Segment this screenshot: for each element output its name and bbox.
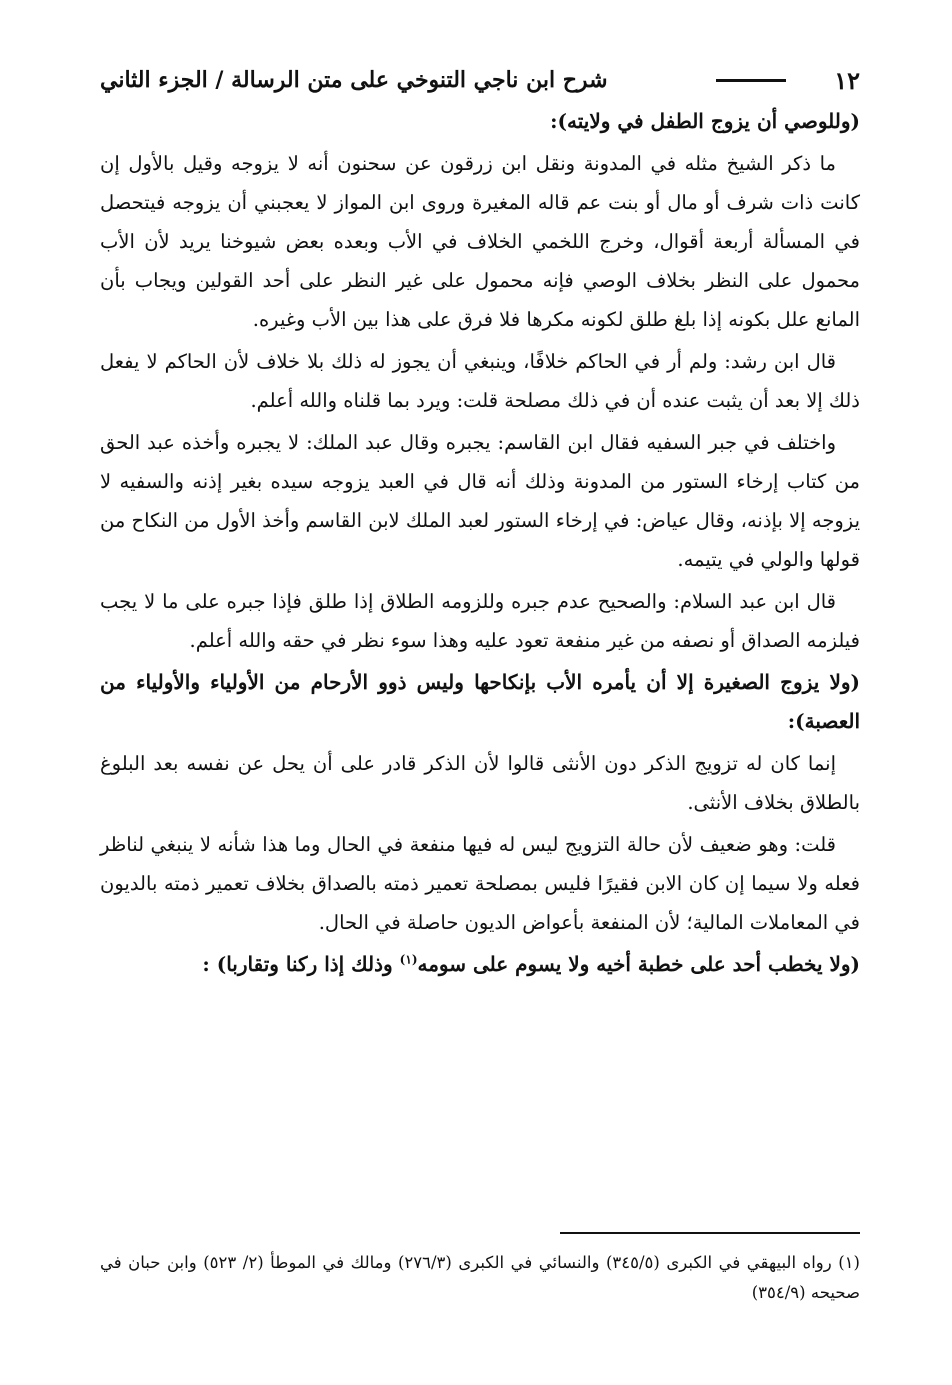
commentary-paragraph: قال ابن رشد: ولم أر في الحاكم خلافًا، وينبغي أن يجوز له ذلك بلا خلاف لأن الحاكم لا يفعل ذلك إلا بعد أن يثبت عنده أن في ذلك مصلحة قلت: ويرد بما قلناه والله أعلم.: [100, 350, 860, 412]
matn-heading: (وللوصي أن يزوج الطفل في ولايته):: [550, 109, 860, 133]
footnotes: [100, 1248, 860, 1308]
page-number: ١٢: [834, 65, 860, 95]
matn-text-start: (ولا يخطب أحد على خطبة أخيه ولا يسوم على سومه: [417, 952, 860, 976]
commentary-paragraph: واختلف في جبر السفيه فقال ابن القاسم: يجبره وقال عبد الملك: لا يجبره وأخذه عبد الحق من كتاب إرخاء الستور من المدونة وذلك أنه قال في العبد يزوجه سيده بغير إذنه والسفيه لا يزوجه إلا بإذنه، وقال عياض: في إرخاء الستور لعبد الملك لابن القاسم وأخذ الأول من النكاح من قولها والولي في يتيمه.: [100, 431, 860, 571]
matn-heading: (ولا يزوج الصغيرة إلا أن يأمره الأب بإنكاحها وليس ذوو الأرحام من الأولياء والأولياء من العصبة):: [100, 670, 860, 733]
commentary-paragraph: ما ذكر الشيخ مثله في المدونة ونقل ابن زرقون عن سحنون أنه لا يزوجه وقيل بالأول إن كانت ذات شرف أو مال أو بنت عم قاله المغيرة وروى ابن المواز لا يعجبني أن يزوجه فيتحصل في المسألة أربعة أقوال، وخرج اللخمي الخلاف في الأب وبعده بعض شيوخنا يريد لأن الأب محمول على النظر بخلاف الوصي فإنه محمول على غير النظر على أحد القولين ويجاب بأن المانع علل بكونه إذا بلغ طلق لكونه مكرها فلا فرق على هذا بين الأب وغيره.: [100, 152, 860, 331]
matn-heading-with-footnote: [100, 945, 860, 984]
footnote-separator-line: [560, 1232, 860, 1234]
commentary-paragraph: قلت: وهو ضعيف لأن حالة التزويج ليس له فيها منفعة في الحال وما هذا شأنه لا ينبغي لناظر فعله ولا سيما إن كان الابن فقيرًا فليس بمصلحة تعمير ذمته بالصداق بخلاف تعمير ذمته بالديون في المعاملات المالية؛ لأن المنفعة بأعواض الديون حاصلة في الحال.: [100, 833, 860, 934]
main-text: [100, 102, 860, 984]
commentary-paragraph: قال ابن عبد السلام: والصحيح عدم جبره وللزومه الطلاق إذا طلق فإذا جبره على ما لا يجب فيلزمه الصداق أو نصفه من غير منفعة تعود عليه وهذا سوء نظر في حقه والله أعلم.: [100, 590, 860, 652]
page-header: [100, 60, 860, 100]
running-title: شرح ابن ناجي التنوخي على متن الرسالة / الجزء الثاني: [100, 67, 608, 93]
footnote-item: (١) رواه البيهقي في الكبرى (٣٤٥/٥) والنسائي في الكبرى (٢٧٦/٣) ومالك في الموطأ (٢/ ٥٢٣) وابن حبان في صحيحه (٣٥٤/٩): [100, 1253, 860, 1302]
commentary-paragraph: إنما كان له تزويج الذكر دون الأنثى قالوا لأن الذكر قادر على أن يحل عن نفسه بعد البلوغ بالطلاق بخلاف الأنثى.: [100, 752, 860, 814]
footnote-reference: (١): [399, 952, 418, 967]
matn-text-end: وذلك إذا ركنا وتقاربا) :: [202, 952, 400, 976]
book-page: [100, 60, 860, 987]
header-rule: [716, 79, 786, 82]
